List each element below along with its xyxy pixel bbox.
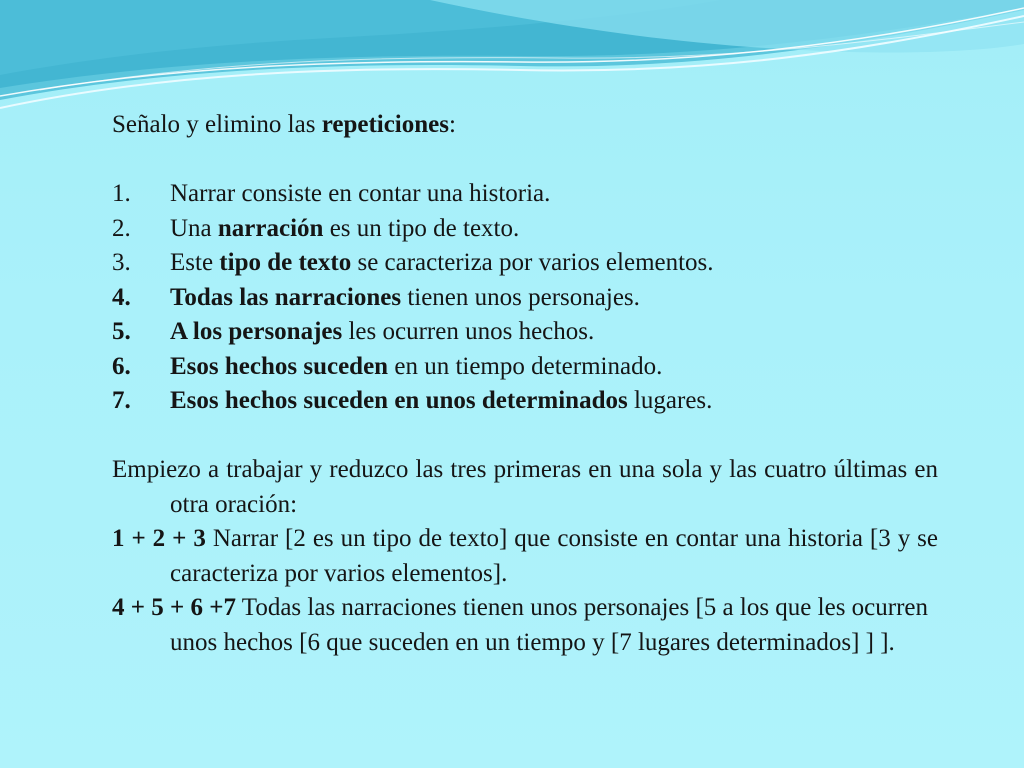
list-item [112,281,938,316]
answer-text: Todas las narraciones tienen unos personajes [5 a los que les ocurren unos hechos [6 que suceden en un tiempo y [7 lugares determinados] ] ]. [170,594,929,656]
answer-numbers: 1 + 2 + 3 [112,525,206,552]
item-plain-text: Una [170,214,218,242]
item-text [170,212,519,247]
list-item [112,212,938,247]
item-plain-text: es un tipo de texto. [323,214,520,242]
item-bold-text: tipo de texto [219,249,352,276]
item-plain-text: lugares. [627,387,713,414]
slide-body [112,108,938,660]
slide-heading [112,108,938,143]
item-plain-text: les ocurren unos hechos. [342,318,595,345]
item-bold-text: Todas las narraciones [170,283,402,311]
item-number: 5. [112,318,131,345]
answer-paragraph [112,591,938,660]
item-plain-text: tienen unos personajes. [401,283,640,311]
item-text [170,350,662,385]
item-text [170,281,640,316]
spacer [112,419,938,454]
list-item [112,350,938,385]
list-item [112,246,938,281]
heading-colon: : [449,111,456,138]
instruction-paragraph: Empiezo a trabajar y reduzco las tres primeras en una sola y las cuatro últimas en otra oración: [112,456,938,518]
item-bold-text: Esos hechos suceden en unos determinados [170,387,628,414]
item-plain-text: Este [170,249,220,276]
list-item [112,384,938,419]
list-item [112,177,938,212]
answer-numbers: 4 + 5 + 6 +7 [112,594,236,621]
item-text [170,315,594,350]
item-plain-text: se caracteriza por varios elementos. [351,249,714,276]
spacer [112,143,938,178]
list-item [112,315,938,350]
item-text [170,384,712,419]
item-number: 2. [112,214,131,242]
item-plain-text: en un tiempo determinado. [388,352,663,380]
item-number: 3. [112,249,131,276]
sentence-list [112,177,938,419]
item-text [170,177,550,212]
item-bold-text: A los personajes [170,318,343,345]
item-plain-text: Narrar consiste en contar una historia. [170,180,551,207]
heading-bold-word: repeticiones [321,111,449,138]
item-number: 7. [112,387,131,414]
answer-text: Narrar [2 es un tipo de texto] que consiste en contar una historia [3 y se caracteriza por varios elementos]. [170,525,938,587]
heading-text: Señalo y elimino las [112,111,322,138]
item-bold-text: narración [217,214,324,242]
item-number: 4. [112,283,131,311]
item-text [170,246,714,281]
answer-paragraph [112,522,938,591]
item-bold-text: Esos hechos suceden [170,352,389,380]
item-number: 1. [112,180,131,207]
item-number: 6. [112,352,131,380]
